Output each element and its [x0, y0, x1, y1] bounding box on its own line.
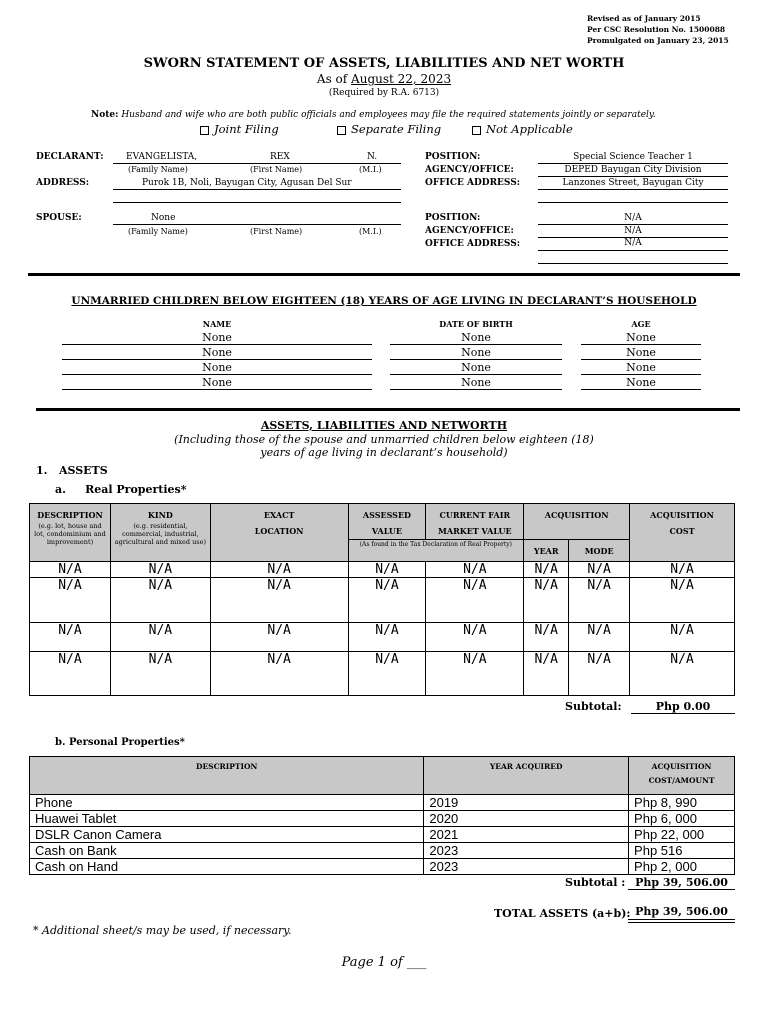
col-fair-market: [426, 504, 524, 540]
spouse-agency: N/A: [624, 226, 642, 236]
address-line-2: [113, 202, 401, 203]
personal-subtotal-value: Php 39, 506.00: [635, 876, 728, 889]
spouse-label: SPOUSE:: [36, 213, 82, 223]
declarant-mi: N.: [367, 152, 378, 162]
declarant-agency: DEPED Bayugan City Division: [564, 165, 702, 175]
pp-year: 2019: [424, 795, 629, 811]
rp-cost: N/A: [630, 578, 735, 623]
child-name: None: [202, 361, 232, 374]
col-cost-label-2: COST: [669, 526, 695, 536]
child-dob: None: [461, 376, 491, 389]
position-line: [538, 163, 728, 164]
rp-mode: N/A: [569, 623, 630, 652]
rp-fair-value: N/A: [426, 652, 524, 696]
spouse-office-address: N/A: [624, 238, 642, 248]
pp-description: Cash on Bank: [30, 843, 424, 859]
pp-year: 2023: [424, 843, 629, 859]
rp-kind: N/A: [110, 652, 210, 696]
pp-col-cost-label-1: ACQUISITION: [651, 762, 712, 771]
col-acquisition-label: ACQUISITION: [544, 510, 609, 520]
rp-year: N/A: [524, 578, 569, 623]
rp-kind: N/A: [110, 578, 210, 623]
col-assessed-label-1: ASSESSED: [362, 510, 411, 520]
declarant-family-name: EVANGELISTA,: [126, 152, 198, 162]
children-heading: UNMARRIED CHILDREN BELOW EIGHTEEN (18) YEARS OF AGE LIVING IN DECLARANT’S HOUSEHOLD: [71, 295, 697, 307]
required-by: (Required by R.A. 6713): [328, 88, 440, 98]
rp-year: N/A: [524, 623, 569, 652]
page-number: Page 1 of ___: [341, 955, 427, 970]
rp-mode: N/A: [569, 562, 630, 578]
child-row-line: [581, 359, 701, 360]
personal-property-row: [30, 859, 735, 875]
rp-location: N/A: [210, 652, 348, 696]
office-line-1: [538, 189, 728, 190]
first-name-caption: (First Name): [250, 165, 303, 174]
pp-description: Cash on Hand: [30, 859, 424, 875]
spouse-name-line: [113, 224, 401, 225]
col-fair-label-2: MARKET VALUE: [438, 526, 512, 536]
mi-caption: (M.I.): [359, 165, 382, 174]
personal-property-row: [30, 811, 735, 827]
pp-col-year-label: YEAR ACQUIRED: [489, 762, 563, 771]
position-label: POSITION:: [425, 152, 481, 162]
rp-kind: N/A: [110, 623, 210, 652]
rp-description: N/A: [30, 562, 111, 578]
child-dob: None: [461, 331, 491, 344]
rp-assessed: N/A: [348, 652, 426, 696]
spouse-position: N/A: [624, 213, 642, 223]
joint-filing-checkbox[interactable]: [200, 126, 209, 135]
assets-label: 1. ASSETS: [36, 464, 108, 477]
pp-year: 2021: [424, 827, 629, 843]
office-line-2: [538, 202, 728, 203]
agency-line: [538, 176, 728, 177]
col-kind-note: (e.g. residential, commercial, industrial, agricultural and mixed use): [114, 522, 206, 546]
pp-description: Phone: [30, 795, 424, 811]
assets-heading: ASSETS, LIABILITIES AND NETWORTH: [260, 419, 508, 432]
col-location-label-2: LOCATION: [254, 526, 304, 536]
pp-cost: Php 2, 000: [629, 859, 735, 875]
spouse-name: None: [151, 213, 176, 223]
declarant-name-line: [113, 163, 401, 164]
as-of-line: [0, 72, 768, 86]
real-properties-table: [29, 503, 735, 696]
agency-label: AGENCY/OFFICE:: [425, 165, 514, 175]
rp-mode: N/A: [569, 652, 630, 696]
rp-year: N/A: [524, 652, 569, 696]
col-kind-label: KIND: [147, 510, 173, 520]
col-assessed-label-2: VALUE: [371, 526, 402, 536]
pp-cost: Php 22, 000: [629, 827, 735, 843]
personal-property-row: [30, 795, 735, 811]
pp-description: DSLR Canon Camera: [30, 827, 424, 843]
footnote: * Additional sheet/s may be used, if necessary.: [33, 924, 292, 937]
separate-filing-checkbox[interactable]: [337, 126, 346, 135]
section-divider-2: [36, 408, 740, 411]
rp-assessed: N/A: [348, 562, 426, 578]
pp-cost: Php 8, 990: [629, 795, 735, 811]
personal-property-row: [30, 843, 735, 859]
child-age: None: [626, 376, 656, 389]
col-mode: MODE: [569, 540, 630, 562]
rp-assessed: N/A: [348, 578, 426, 623]
spouse-office-line-1: [538, 250, 728, 251]
rp-description: N/A: [30, 578, 111, 623]
child-name: None: [202, 346, 232, 359]
child-row-line: [581, 374, 701, 375]
assets-subheading-2: years of age living in declarant’s household): [260, 446, 508, 459]
resolution-note: Per CSC Resolution No. 1500088: [587, 25, 726, 34]
real-properties-label: a. Real Properties*: [55, 483, 187, 496]
rp-year: N/A: [524, 562, 569, 578]
child-dob: None: [461, 361, 491, 374]
pp-col-year: [424, 757, 629, 795]
personal-subtotal-line: [628, 889, 735, 890]
revision-note: Revised as of January 2015: [587, 14, 701, 23]
total-assets-line-1: [628, 919, 735, 920]
pp-col-description: [30, 757, 424, 795]
rp-cost: N/A: [630, 562, 735, 578]
pp-description: Huawei Tablet: [30, 811, 424, 827]
separate-filing-option[interactable]: [337, 122, 441, 136]
child-dob: None: [461, 346, 491, 359]
rp-location: N/A: [210, 623, 348, 652]
not-applicable-checkbox[interactable]: [472, 126, 481, 135]
rp-fair-value: N/A: [426, 578, 524, 623]
rp-cost: N/A: [630, 652, 735, 696]
pp-col-description-label: DESCRIPTION: [195, 762, 258, 771]
col-location: [210, 504, 348, 562]
family-name-caption: (Family Name): [128, 165, 188, 174]
pp-cost: Php 516: [629, 843, 735, 859]
rp-fair-value: N/A: [426, 562, 524, 578]
rp-mode: N/A: [569, 578, 630, 623]
col-kind: [110, 504, 210, 562]
child-row-line: [62, 344, 372, 345]
rp-location: N/A: [210, 562, 348, 578]
child-row-line: [390, 344, 562, 345]
col-cost-label-1: ACQUISITION: [650, 510, 714, 520]
real-subtotal-line: [631, 713, 735, 714]
col-description-label: DESCRIPTION: [37, 510, 103, 520]
rp-kind: N/A: [110, 562, 210, 578]
spouse-office-label: OFFICE ADDRESS:: [425, 239, 521, 249]
spouse-position-line: [538, 224, 728, 225]
not-applicable-option[interactable]: [472, 122, 573, 136]
personal-properties-label: b. Personal Properties*: [55, 737, 185, 748]
note-line: [91, 110, 656, 120]
col-acquisition: [524, 504, 630, 540]
children-col-name: NAME: [202, 319, 232, 329]
spouse-first-caption: (First Name): [250, 227, 303, 236]
children-col-age: AGE: [631, 319, 651, 329]
as-of-date: August 22, 2023: [351, 72, 452, 86]
promulgated-note: Promulgated on January 23, 2015: [587, 36, 729, 45]
child-row-line: [62, 389, 372, 390]
spouse-agency-label: AGENCY/OFFICE:: [425, 226, 514, 236]
not-applicable-label: Not Applicable: [486, 122, 573, 136]
child-row-line: [390, 389, 562, 390]
declarant-office-address: Lanzones Street, Bayugan City: [562, 178, 704, 188]
page-title: SWORN STATEMENT OF ASSETS, LIABILITIES AND NET WORTH: [143, 56, 625, 71]
rp-description: N/A: [30, 652, 111, 696]
declarant-address: Purok 1B, Noli, Bayugan City, Agusan Del Sur: [142, 178, 352, 188]
spouse-office-line-2: [538, 263, 728, 264]
fair-market-note: (As found in the Tax Declaration of Real Property): [348, 540, 524, 562]
personal-subtotal-label: Subtotal :: [565, 876, 626, 889]
pp-col-cost-label-2: COST/AMOUNT: [648, 776, 715, 785]
declarant-label: DECLARANT:: [36, 152, 104, 162]
real-property-row: [30, 652, 735, 696]
personal-property-row: [30, 827, 735, 843]
address-line-1: [113, 189, 401, 190]
separate-filing-label: Separate Filing: [351, 122, 442, 136]
spouse-position-label: POSITION:: [425, 213, 481, 223]
child-name: None: [202, 376, 232, 389]
child-age: None: [626, 331, 656, 344]
personal-properties-table: [29, 756, 735, 875]
pp-year: 2023: [424, 859, 629, 875]
assets-subheading-1: (Including those of the spouse and unmarried children below eighteen (18): [174, 433, 594, 446]
total-assets-line-2: [628, 922, 735, 923]
col-acquisition-cost: [630, 504, 735, 562]
real-subtotal-label: Subtotal:: [565, 700, 622, 713]
pp-cost: Php 6, 000: [629, 811, 735, 827]
spouse-family-caption: (Family Name): [128, 227, 188, 236]
declarant-first-name: REX: [270, 152, 290, 162]
address-label: ADDRESS:: [36, 178, 90, 188]
child-age: None: [626, 346, 656, 359]
total-assets-value: Php 39, 506.00: [635, 905, 728, 918]
real-subtotal-value: Php 0.00: [655, 700, 711, 713]
section-divider-1: [28, 273, 740, 276]
rp-fair-value: N/A: [426, 623, 524, 652]
as-of-label: As of: [316, 72, 348, 86]
pp-year: 2020: [424, 811, 629, 827]
office-address-label: OFFICE ADDRESS:: [425, 178, 521, 188]
spouse-mi-caption: (M.I.): [359, 227, 382, 236]
rp-description: N/A: [30, 623, 111, 652]
total-assets-label: TOTAL ASSETS (a+b):: [494, 907, 631, 920]
col-description: [30, 504, 111, 562]
child-row-line: [62, 374, 372, 375]
real-property-row: [30, 623, 735, 652]
real-property-row: [30, 578, 735, 623]
child-row-line: [581, 344, 701, 345]
rp-location: N/A: [210, 578, 348, 623]
joint-filing-label: Joint Filing: [214, 122, 279, 136]
child-name: None: [202, 331, 232, 344]
col-description-note: (e.g. lot, house and lot, condominium and improvement): [34, 522, 106, 546]
col-location-label-1: EXACT: [263, 510, 295, 520]
children-col-dob: DATE OF BIRTH: [439, 319, 513, 329]
child-row-line: [62, 359, 372, 360]
rp-assessed: N/A: [348, 623, 426, 652]
declarant-position: Special Science Teacher 1: [573, 152, 693, 162]
note-text: Husband and wife who are both public officials and employees may file the required statements jointly or separately.: [121, 110, 656, 120]
col-fair-label-1: CURRENT FAIR: [439, 510, 511, 520]
child-row-line: [390, 374, 562, 375]
col-year: YEAR: [524, 540, 569, 562]
child-age: None: [626, 361, 656, 374]
joint-filing-option[interactable]: [200, 122, 279, 136]
col-assessed: [348, 504, 426, 540]
real-property-row: [30, 562, 735, 578]
child-row-line: [390, 359, 562, 360]
child-row-line: [581, 389, 701, 390]
pp-col-cost: [629, 757, 735, 795]
note-label: Note:: [91, 110, 119, 120]
rp-cost: N/A: [630, 623, 735, 652]
